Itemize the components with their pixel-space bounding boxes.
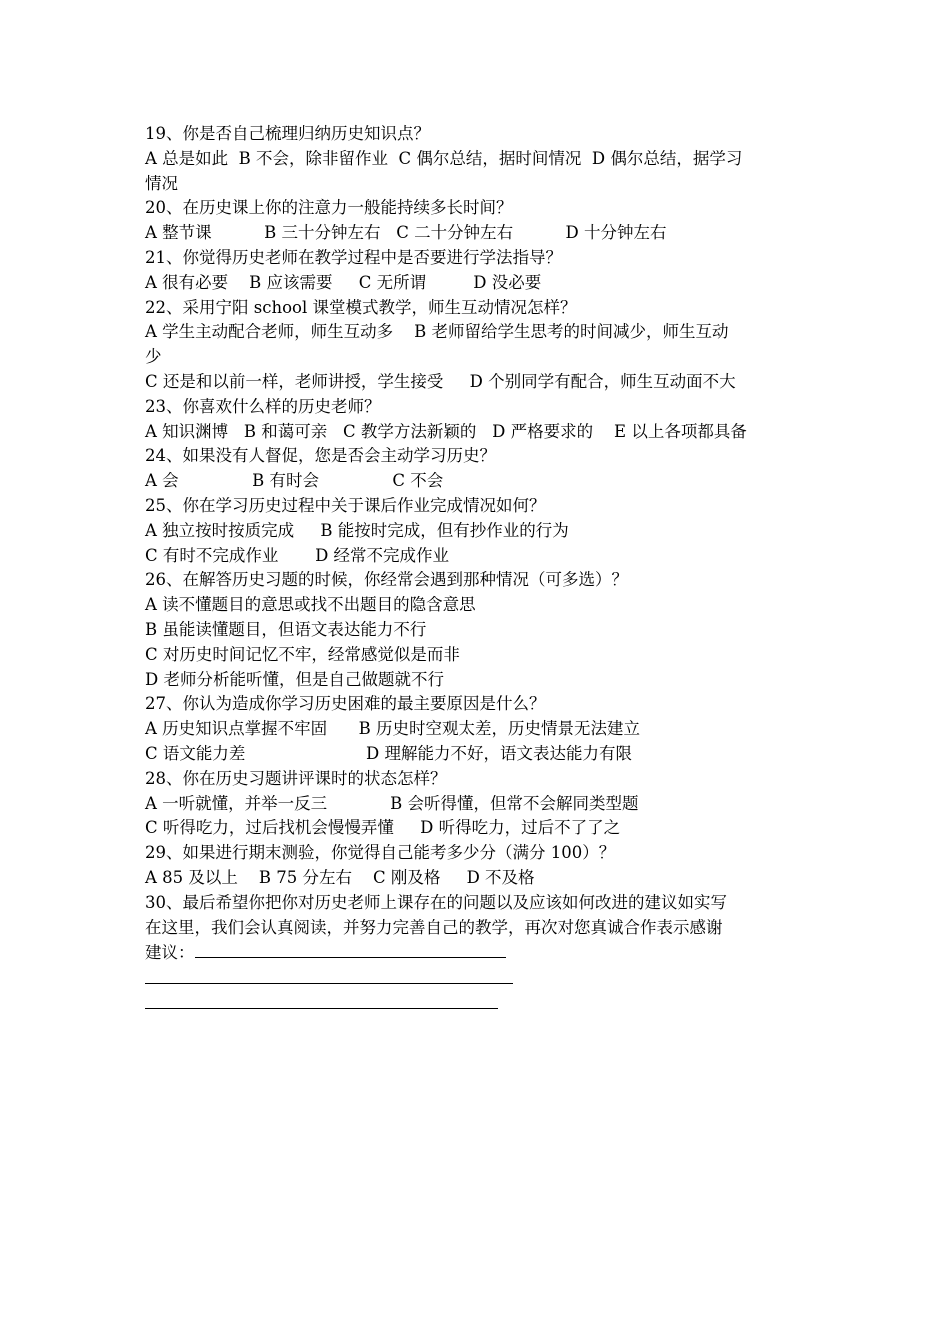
question-28: 28、你在历史习题讲评课时的状态怎样？ [145,768,447,788]
question-24: 24、如果没有人督促，您是否会主动学习历史？ [145,446,496,466]
question-26-option-d: D 老师分析能听懂，但是自己做题就不行 [145,669,444,689]
question-27: 27、你认为造成你学习历史困难的最主要原因是什么？ [145,694,546,714]
question-26-option-b: B 虽能读懂题目，但语文表达能力不行 [145,619,427,639]
suggestion-label: 建议： [145,943,195,963]
question-25-options-c-d: C 有时不完成作业 D 经常不完成作业 [145,545,450,565]
suggestion-blank-line-2 [145,965,815,990]
question-23-options: A 知识渊博 B 和蔼可亲 C 教学方法新颖的 D 严格要求的 E 以上各项都具备 [145,421,747,441]
question-27-options-a-b: A 历史知识点掌握不牢固 B 历史时空观太差，历史情景无法建立 [145,719,640,739]
question-21: 21、你觉得历史老师在教学过程中是否要进行学法指导？ [145,247,562,267]
question-29: 29、如果进行期末测验，你觉得自己能考多少分（满分 100）？ [145,843,616,863]
question-20: 20、在历史课上你的注意力一般能持续多长时间？ [145,198,513,218]
question-26: 26、在解答历史习题的时候，你经常会遇到那种情况（可多选）？ [145,570,628,590]
question-26-option-a: A 读不懂题目的意思或找不出题目的隐含意思 [145,595,476,615]
question-25: 25、你在学习历史过程中关于课后作业完成情况如何？ [145,495,546,515]
question-21-options: A 很有必要 B 应该需要 C 无所谓 D 没必要 [145,272,542,292]
question-19: 19、你是否自己梳理归纳历史知识点？ [145,124,430,143]
question-23: 23、你喜欢什么样的历史老师？ [145,396,381,416]
question-19-options: A 总是如此 B 不会，除非留作业 C 偶尔总结，据时间情况 D 偶尔总结，据学习 [145,148,743,168]
question-27-options-c-d: C 语文能力差 D 理解能力不好，语文表达能力有限 [145,743,632,763]
question-26-option-c: C 对历史时间记忆不牢，经常感觉似是而非 [145,644,460,664]
question-30-cont: 在这里，我们会认真阅读，并努力完善自己的教学，再次对您真诚合作表示感谢 [145,917,723,937]
question-20-options: A 整节课 B 三十分钟左右 C 二十分钟左右 D 十分钟左右 [145,223,667,243]
question-22-options-c-d: C 还是和以前一样，老师讲授，学生接受 D 个别同学有配合，师生互动面不大 [145,371,736,391]
suggestion-blank-line-3 [145,990,815,1015]
question-22: 22、采用宁阳 school 课堂模式教学，师生互动情况怎样？ [145,297,577,317]
suggestion-blank-3[interactable] [145,990,498,1009]
questionnaire-page [145,122,815,1015]
question-22-options-cont: 少 [145,347,162,367]
question-28-options-c-d: C 听得吃力，过后找机会慢慢弄懂 D 听得吃力，过后不了了之 [145,818,621,838]
question-25-options-a-b: A 独立按时按质完成 B 能按时完成，但有抄作业的行为 [145,520,569,540]
suggestion-line [145,940,815,965]
question-28-options-a-b: A 一听就懂，并举一反三 B 会听得懂，但常不会解同类型题 [145,793,639,813]
suggestion-blank-2[interactable] [145,965,513,984]
question-19-options-cont: 情况 [145,173,178,193]
question-29-options: A 85 及以上 B 75 分左右 C 刚及格 D 不及格 [145,867,535,887]
question-22-options-a-b: A 学生主动配合老师，师生互动多 B 老师留给学生思考的时间减少，师生互动 [145,322,729,342]
question-24-options: A 会 B 有时会 C 不会 [145,471,444,491]
suggestion-blank-1[interactable] [195,940,506,958]
question-30: 30、最后希望你把你对历史老师上课存在的问题以及应该如何改进的建议如实写 [145,892,727,912]
